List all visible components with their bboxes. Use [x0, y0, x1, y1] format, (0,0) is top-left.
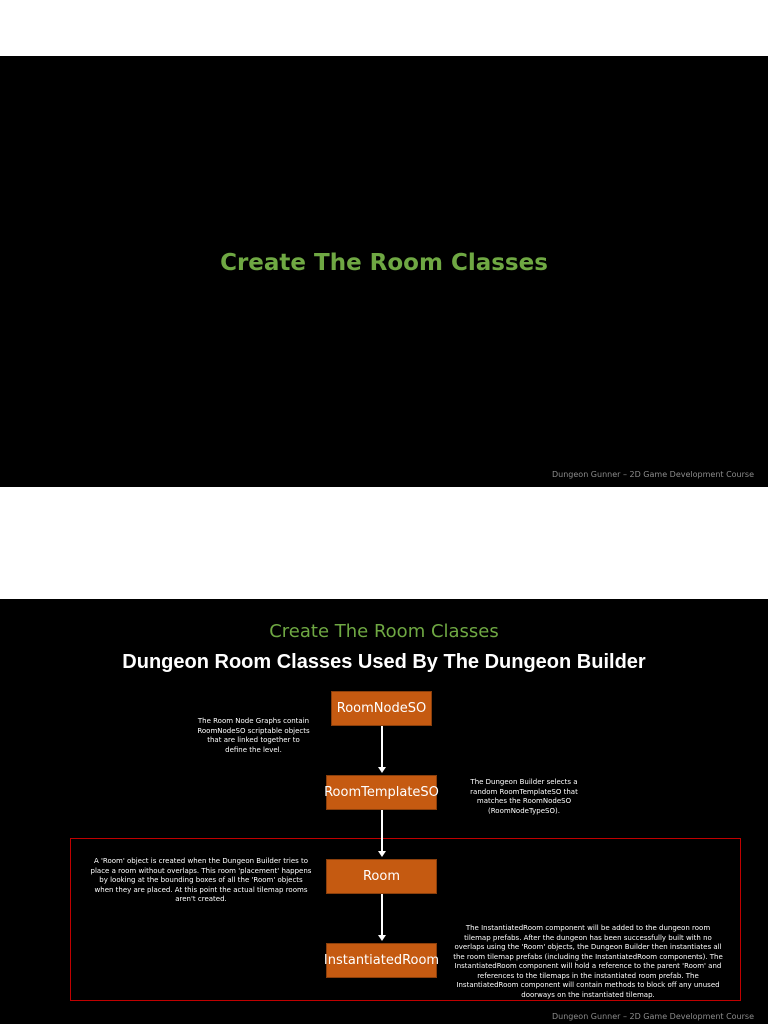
- node-roomtemplateso: RoomTemplateSO: [326, 775, 437, 810]
- note-room-node-graphs: The Room Node Graphs contain RoomNodeSO scriptable objects that are linked together to define the level.: [197, 717, 310, 754]
- slide-subtitle: Create The Room Classes: [269, 621, 499, 642]
- title-slide: [0, 56, 768, 487]
- slide-heading: Dungeon Room Classes Used By The Dungeon Builder: [122, 651, 646, 673]
- slide-footer: Dungeon Gunner – 2D Game Development Course: [552, 1012, 754, 1021]
- arrow-connector: [381, 810, 383, 853]
- slide-footer: Dungeon Gunner – 2D Game Development Course: [552, 470, 754, 479]
- node-instantiatedroom: InstantiatedRoom: [326, 943, 437, 978]
- diagram-slide: [0, 599, 768, 1024]
- note-instantiated-room: The InstantiatedRoom component will be added to the dungeon room tilemap prefabs. After the dungeon has been successfully built with no overlaps using the 'Room' objects, the Dungeon Builder then instantiates all the room tilemap prefabs (including the InstantiatedRoom components). The InstantiatedRoom component will hold a reference to the parent 'Room' and references to the tilemaps in the instantiated room prefab. The InstantiatedRoom component will contain methods to block off any unused doorways on the instantiated tilemap.: [453, 924, 723, 999]
- slide-title: Create The Room Classes: [220, 250, 548, 276]
- node-roomnodeso: RoomNodeSO: [331, 691, 432, 726]
- node-room: Room: [326, 859, 437, 894]
- note-dungeon-builder-selects: The Dungeon Builder selects a random RoomTemplateSO that matches the RoomNodeSO (RoomNodeTypeSO).: [470, 778, 578, 815]
- arrow-connector: [381, 726, 383, 769]
- note-room-object: A 'Room' object is created when the Dungeon Builder tries to place a room without overlaps. This room 'placement' happens by looking at the bounding boxes of all the 'Room' objects when they are placed. At this point the actual tilemap rooms aren't created.: [90, 857, 312, 903]
- arrow-connector: [381, 894, 383, 937]
